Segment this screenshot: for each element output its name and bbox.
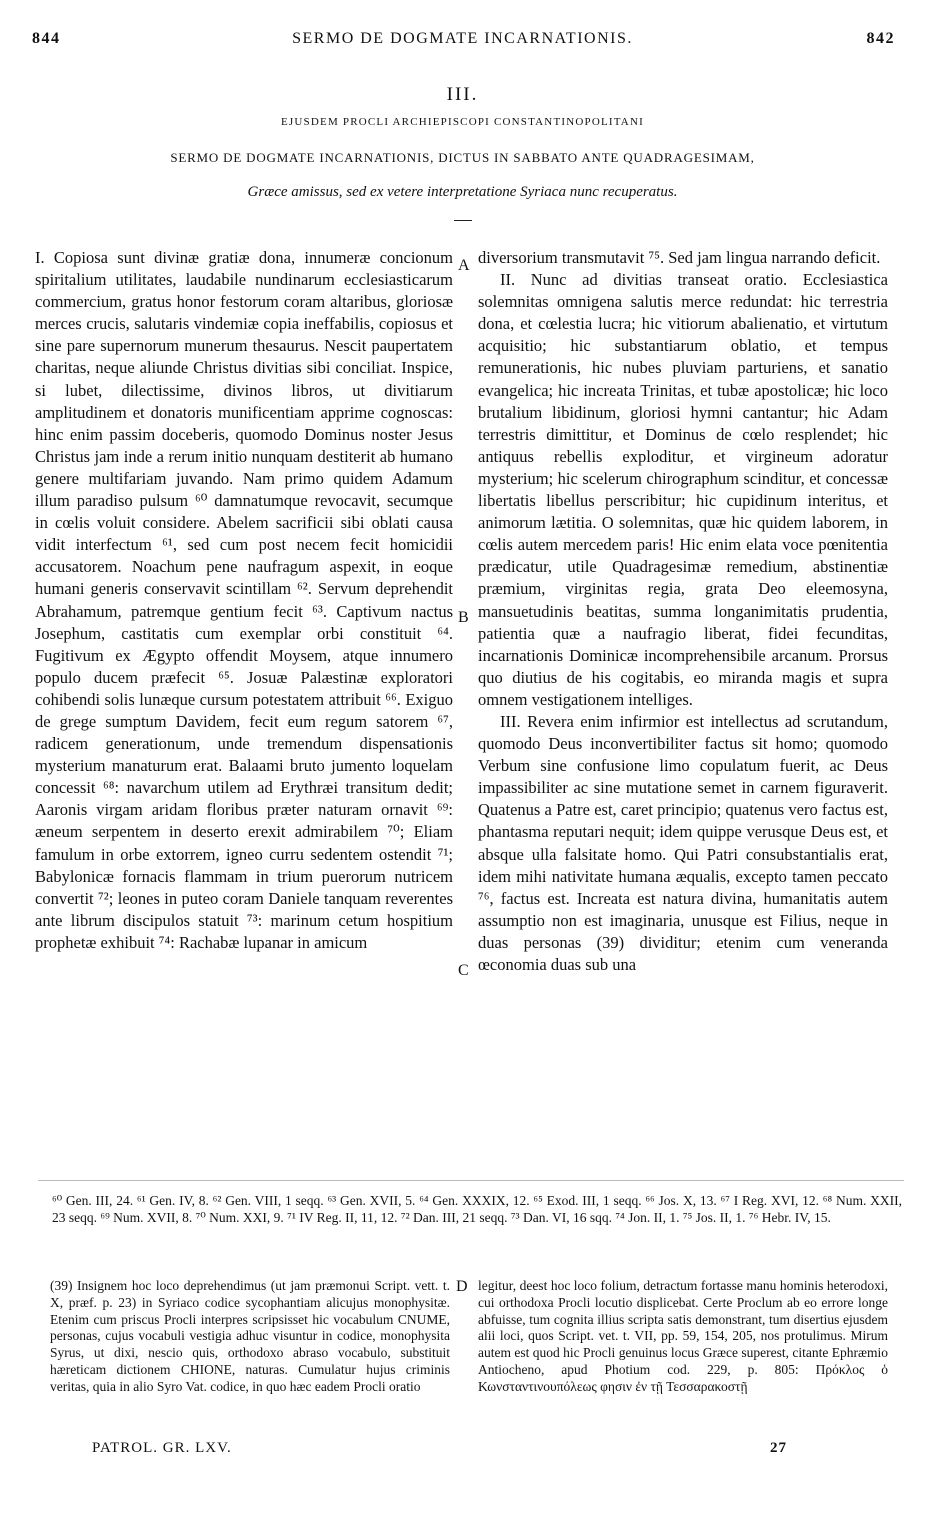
running-title: SERMO DE DOGMATE INCARNATIONIS. [292,30,633,47]
margin-letter-b: B [458,609,469,626]
author-line: EJUSDEM PROCLI ARCHIEPISCOPI CONSTANTINOPOLITANI [281,116,644,128]
title-rule [454,220,472,221]
scripture-references: ⁶⁰ Gen. III, 24. ⁶¹ Gen. IV, 8. ⁶² Gen. VIII, 1 seqq. ⁶³ Gen. XVII, 5. ⁶⁴ Gen. XXXIX, 12. ⁶⁵ Exod. III, 1 seqq. ⁶⁶ Jos. X, 13. ⁶⁷ I Reg. XVI, 12. ⁶⁸ Num. XXII, 23 seqq. ⁶⁹ Num. XVII, 8. ⁷⁰ Num. XXI, 9. ⁷¹ IV Reg. II, 11, 12. ⁷² Dan. III, 21 seqq. ⁷³ Dan. VI, 16 sqq. ⁷⁴ Jon. II, 1. ⁷⁵ Jos. II, 1. ⁷⁶ Hebr. IV, 15. [52,1193,902,1225]
paragraph-3: III. Revera enim infirmior est intellectus ad scrutandum, quomodo Deus inconvertibiliter factus sit homo; quomodo Verbum sine confusione limo copulatum fuerit, ac Deus impassibiliter ac sine mutatione semet in carnem figuraverit. Quatenus a Patre est, caret principio; quatenus vero factus est, phantasma reputari nequit; idem quippe verusque Deus est, et absque ulla falsitate homo. Qui Patri consubstantialis erat, idem mihi nativitate humana æqualis, excepto tamen peccato ⁷⁶, factus est. Increata est natura divina, humanitatis autem assumptio non est imaginaria, unusque est Filius, neque in duas personas (39) dividitur; etenim cum veneranda œconomia duas sub una [478,711,888,974]
gathering-number: 27 [770,1440,787,1456]
annotation-right [478,1278,888,1396]
footnote-rule [38,1180,904,1181]
annotation-39-continued: legitur, deest hoc loco folium, detractum fortasse manu hominis heterodoxi, cui orthodoxa Procli locutio displicebat. Certe Proclum ab eo errore longe abfuisse, tum cognita illius scripta satis demonstrant, tum disertius ejusdem alii loci, quos Script. vet. t. VII, pp. 59, 154, 205, nos protulimus. Mirum autem est quod hic Procli genuinus locus Græce superest, citante Ephræmio Antiocheno, apud Photium cod. 229, p. 805: Πρόκλος ὁ Κωνσταντινουπόλεως φησιν ἐν τῇ Τεσσαρακοστῇ [478,1278,888,1394]
paragraph-1: I. Copiosa sunt divinæ gratiæ dona, innumeræ concionum spiritalium utilitates, laudabile nundinarum ecclesiasticarum commercium, gratus honor festorum coram altaribus, gloriosæ merces crucis, salutaris vindemiæ copia ineffabilis, copiosus et sine pare supernorum munerum thesaurus. Nescit paupertatem charitas, neque aliunde Christus divitias sibi conciliat. Inspice, si lubet, dilectissime, divinos libros, ut divitiarum amplitudinem et donatoris munificentiam apprime cognoscas: hinc enim passim doceberis, quomodo Dominus noster Jesus Christus jam inde a rerum initio nunquam destiterit ab humano genere multifariam juvando. Nam primo quidem Adamum illum paradiso pulsum ⁶⁰ damnatumque revocavit, secumque in cœlis voluit considere. Abelem sacrificii sibi oblati causa vidit interfectum ⁶¹, sed cum post necem fecit homicidii accusatorem. Noachum pene naufragum aspexit, in eoque humani generis conservavit scintillam ⁶². Servum deprehendit Abrahamum, patremque gentium fecit ⁶³. Captivum nactus Josephum, castitatis cum exemplar orbi constituit ⁶⁴. Fugitivum ex Ægypto offendit Moysem, atque innumero populo ducem præfecit ⁶⁵. Josuæ Palæstinæ exploratori cohibendi solis lunæque cursum potestatem attribuit ⁶⁶. Exiguo de grege sumptum Davidem, fecit eum regum satorem ⁶⁷, radicem generationum, unde tremendum dispensationis mysterium manaturum erat. Balaami bruto jumento loquelam concessit ⁶⁸: navarchum utilem ad Erythræi transitum dedit; Aaronis virgam aridam floribus præter naturam ornavit ⁶⁹: æneum serpentem in deserto erexit admirabilem ⁷⁰; Eliam famulum in orbe extorrem, igneo curru sedentem ostendit ⁷¹; Babylonicæ fornacis flammam in trium puerorum nutricem convertit ⁷²; leones in puteo coram Daniele tanquam reverentes ante librum discipulos statuit ⁷³: marinum cetum hospitium prophetæ exhibuit ⁷⁴: Rachabæ lupanar in amicum [35,248,453,952]
sermon-subtitle: Græce amissus, sed ex vetere interpretatione Syriaca nunc recuperatus. [247,184,678,200]
sermon-number: III. [446,84,479,105]
margin-letter-a: A [458,257,470,274]
margin-letter-c: C [458,962,469,979]
annotation-39: (39) Insignem hoc loco deprehendimus (ut jam præmonui Script. vett. t. X, præf. p. 23) in Syriaco codice sycophantiam alicujus monophysitæ. Etenim cum priscus Procli interpres scripsisset hic vocabulum CNUME, personas, cujus vocabuli vestigia adhuc visuntur in codice, monophysita Syrus, ut dixi, nescio quis, orthodoxo abraso vocabulo, substituit hæreticam dictionem CHIONE, naturas. Cumulatur hujus criminis veritas, quia in alio Syro Vat. codice, in quo hæc eadem Procli oratio [50,1278,450,1394]
volume-signature: PATROL. GR. LXV. [92,1440,232,1456]
left-page-number: 844 [32,30,61,47]
sermon-title: SERMO DE DOGMATE INCARNATIONIS, DICTUS IN SABBATO ANTE QUADRAGESIMAM, [170,150,755,165]
running-header [30,30,895,54]
annotation-left [50,1278,450,1396]
right-column [478,247,888,976]
margin-letter-d: D [456,1278,468,1295]
paragraph-1-continued: diversorium transmutavit ⁷⁵. Sed jam lingua narrando deficit. [478,248,881,267]
left-column [35,247,453,954]
paragraph-2: II. Nunc ad divitias transeat oratio. Ecclesiastica solemnitas omnigena salutis merce redundat: hic terrestria dona, et cœlestia lucra; hic vitiorum abalienatio, et virtutum acquisitio; hic substantiarum oblatio, et tempus remunerationis, hic nubes pluviam parturiens, et sanatio evangelica; hic increata Trinitas, et tubæ apostolicæ; hic loco brutalium libidinum, gloriosi hymni cantantur; hic Adam terrestris dimittitur, et Dominus de cœlo resplendet; hic antiquus rebellis exploditur, et virgineum adoratur mysterium; hic scelerum chirographum scinditur, et concessæ libertatis libellus perscribitur; hic cupidinum interitus, et animorum lætitia. O solemnitas, quæ hic quidem laborem, in cœlis autem mercedem paris! Hic enim elata voce pœnitentia prædicatur, utile Quadragesimæ remedium, abstinentiæ præmium, virginitas regia, grata Deo eleemosyna, mansuetudinis beatitas, summa longanimitatis prudentia, patientia quæ a naufragio liberat, fidei fecunditas, incarnationis Dominicæ incomprehensibile arcanum. Prorsus quo diutius de his cogitabis, eo miranda magis et supra omnem vestigationem intelliges. [478,270,888,709]
right-page-number: 842 [866,30,895,47]
